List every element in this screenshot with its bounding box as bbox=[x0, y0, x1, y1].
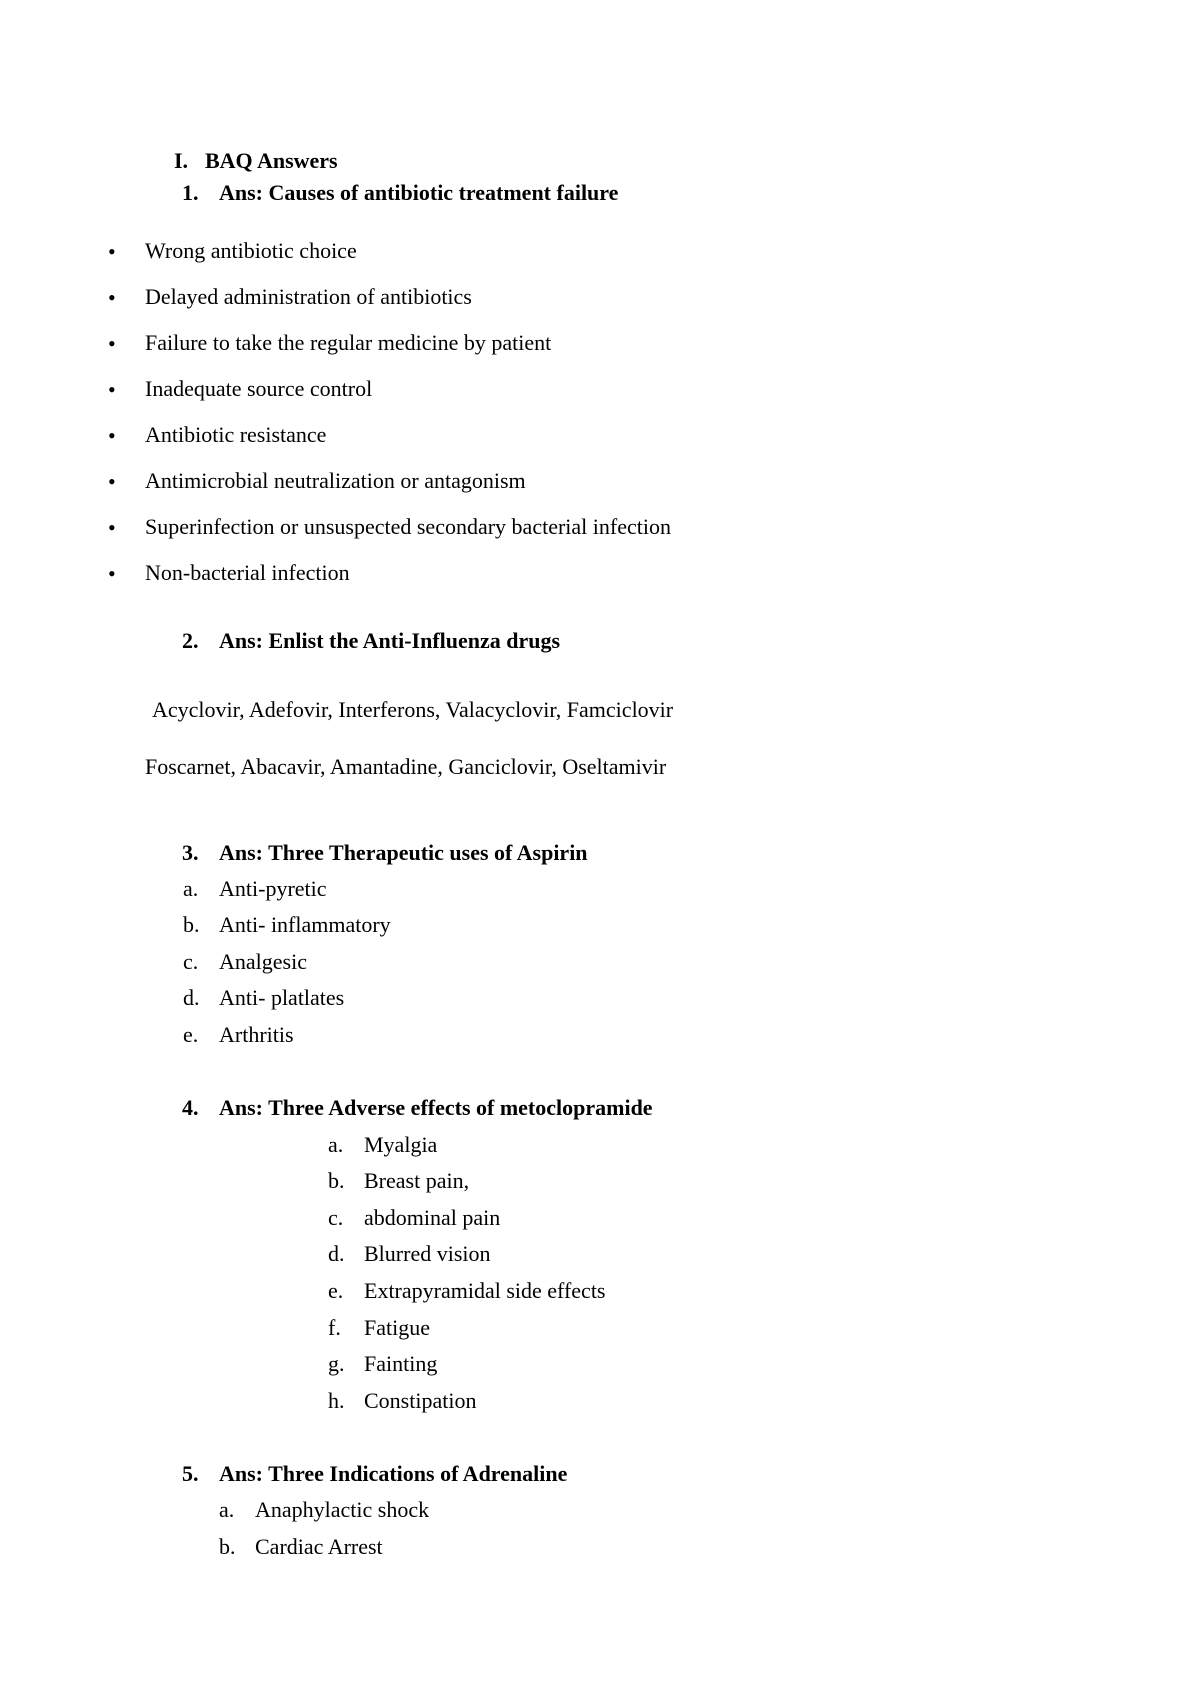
bullet-icon: • bbox=[108, 239, 116, 264]
list-item: Anti- inflammatory bbox=[219, 912, 391, 937]
bullet-icon: • bbox=[108, 377, 116, 402]
list-item: Antimicrobial neutralization or antagonism bbox=[145, 468, 526, 493]
list-letter: c. bbox=[328, 1205, 344, 1230]
list-letter: a. bbox=[328, 1132, 344, 1157]
list-item: Delayed administration of antibiotics bbox=[145, 284, 472, 309]
bullet-icon: • bbox=[108, 423, 116, 448]
list-letter: b. bbox=[328, 1168, 345, 1193]
list-item: Antibiotic resistance bbox=[145, 422, 327, 447]
list-letter: d. bbox=[183, 985, 200, 1010]
bullet-icon: • bbox=[108, 469, 116, 494]
question-heading: Ans: Three Therapeutic uses of Aspirin bbox=[219, 840, 588, 865]
question-number: 2. bbox=[182, 628, 199, 653]
list-letter: b. bbox=[219, 1534, 236, 1559]
list-letter: g. bbox=[328, 1351, 345, 1376]
list-letter: d. bbox=[328, 1241, 345, 1266]
bullet-icon: • bbox=[108, 331, 116, 356]
question-number: 5. bbox=[182, 1461, 199, 1486]
list-letter: a. bbox=[183, 876, 199, 901]
bullet-icon: • bbox=[108, 285, 116, 310]
list-item: Blurred vision bbox=[364, 1241, 491, 1266]
list-item: Superinfection or unsuspected secondary bacterial infection bbox=[145, 514, 671, 539]
list-letter: e. bbox=[328, 1278, 344, 1303]
list-item: Myalgia bbox=[364, 1132, 438, 1157]
drug-list-line: Foscarnet, Abacavir, Amantadine, Ganciclovir, Oseltamivir bbox=[145, 754, 667, 779]
question-heading: Ans: Enlist the Anti-Influenza drugs bbox=[219, 628, 561, 653]
list-item: abdominal pain bbox=[364, 1205, 501, 1230]
question-number: 4. bbox=[182, 1095, 199, 1120]
question-heading: Ans: Three Adverse effects of metoclopramide bbox=[219, 1095, 653, 1120]
list-item: Arthritis bbox=[219, 1022, 294, 1047]
list-item: Breast pain, bbox=[364, 1168, 470, 1193]
list-item: Constipation bbox=[364, 1388, 477, 1413]
list-item: Anti-pyretic bbox=[219, 876, 327, 901]
list-letter: c. bbox=[183, 949, 199, 974]
question-number: 1. bbox=[182, 180, 199, 205]
list-item: Anti- platlates bbox=[219, 985, 345, 1010]
list-item: Anaphylactic shock bbox=[255, 1497, 430, 1522]
list-item: Inadequate source control bbox=[145, 376, 373, 401]
bullet-icon: • bbox=[108, 561, 116, 586]
list-item: Cardiac Arrest bbox=[255, 1534, 383, 1559]
section-title: BAQ Answers bbox=[205, 148, 338, 173]
list-item: Fainting bbox=[364, 1351, 438, 1376]
list-letter: e. bbox=[183, 1022, 199, 1047]
bullet-icon: • bbox=[108, 515, 116, 540]
list-item: Analgesic bbox=[219, 949, 307, 974]
list-item: Failure to take the regular medicine by patient bbox=[145, 330, 552, 355]
list-item: Non-bacterial infection bbox=[145, 560, 350, 585]
list-letter: b. bbox=[183, 912, 200, 937]
list-item: Extrapyramidal side effects bbox=[364, 1278, 606, 1303]
section-numeral: I. bbox=[174, 148, 189, 173]
list-letter: a. bbox=[219, 1497, 235, 1522]
list-letter: h. bbox=[328, 1388, 345, 1413]
question-heading: Ans: Three Indications of Adrenaline bbox=[219, 1461, 568, 1486]
question-heading: Ans: Causes of antibiotic treatment failure bbox=[219, 180, 619, 205]
list-item: Fatigue bbox=[364, 1315, 430, 1340]
question-number: 3. bbox=[182, 840, 199, 865]
list-letter: f. bbox=[328, 1315, 341, 1340]
list-item: Wrong antibiotic choice bbox=[145, 238, 357, 263]
drug-list-line: Acyclovir, Adefovir, Interferons, Valacyclovir, Famciclovir bbox=[152, 697, 674, 722]
